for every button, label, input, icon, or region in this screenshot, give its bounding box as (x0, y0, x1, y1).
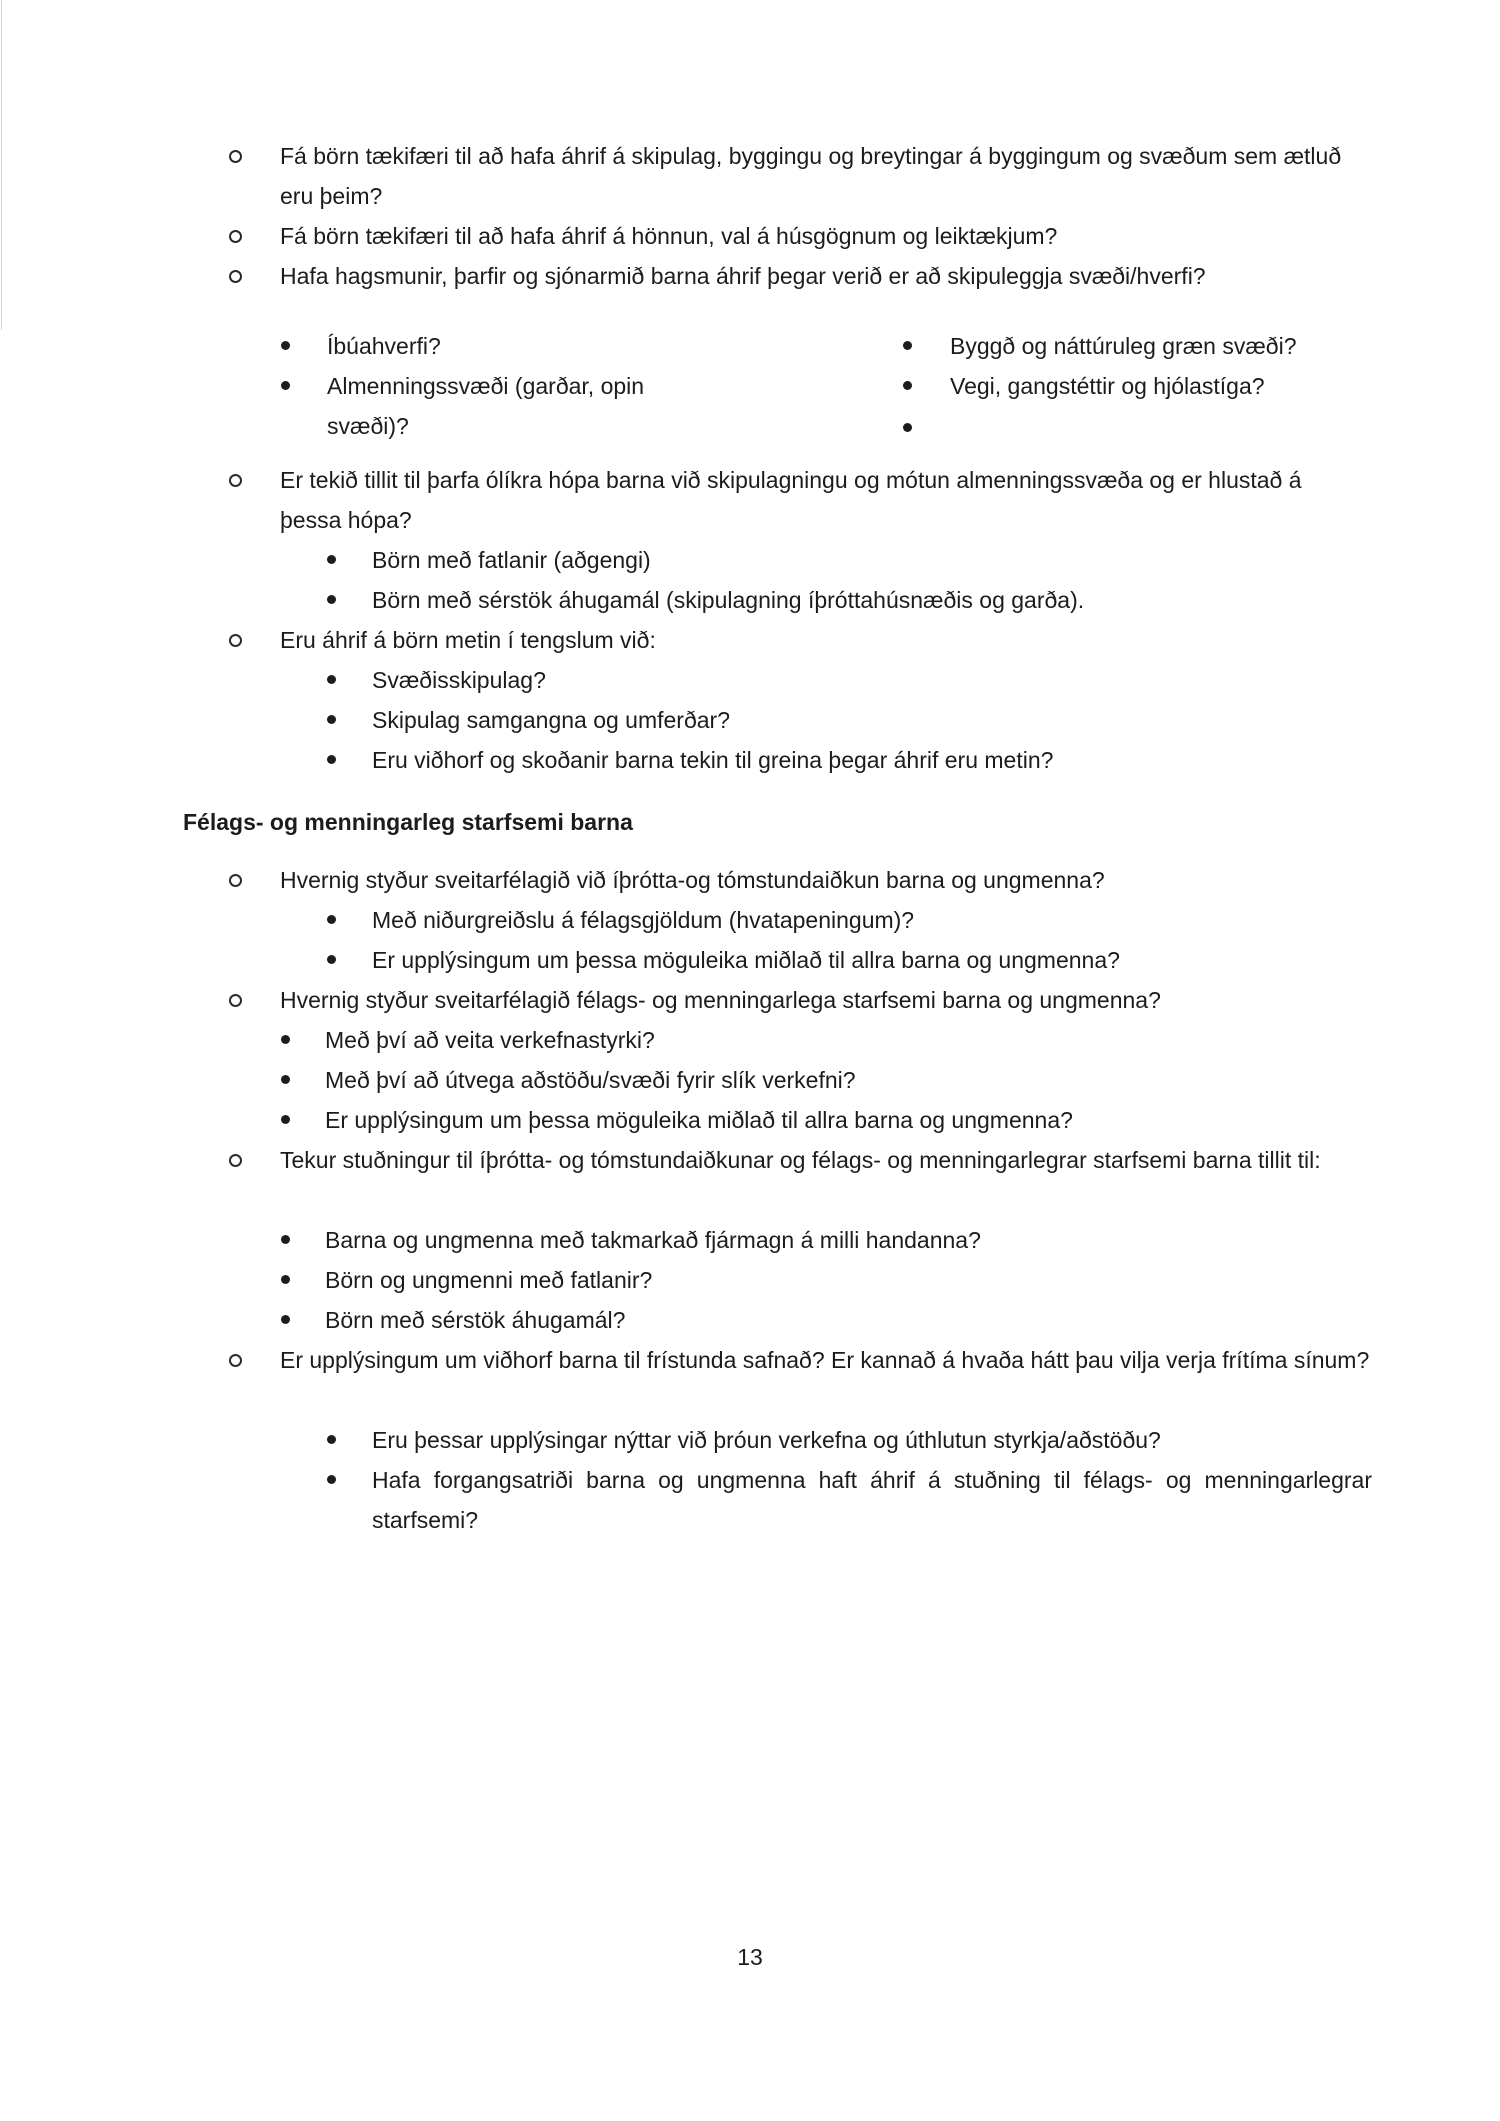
sub-item-text: Með niðurgreiðslu á félagsgjöldum (hvatapeningum)? (372, 907, 915, 933)
sub-item-text: Hafa forgangsatriði barna og ungmenna haft áhrif á stuðning til félags- og menningarlegrar starfsemi? (372, 1467, 1372, 1533)
sub-item-text: Börn með sérstök áhugamál? (325, 1307, 626, 1333)
sub-item-text: Börn með fatlanir (aðgengi) (372, 547, 651, 573)
sub-item (325, 1260, 1425, 1300)
bullet-icon (281, 1315, 290, 1324)
question-text: Fá börn tækifæri til að hafa áhrif á skipulag, byggingu og breytingar á byggingum og svæðum sem ætluð eru þeim? (280, 143, 1342, 209)
circle-bullet-icon (229, 230, 242, 243)
bullet-icon (327, 595, 336, 604)
section-heading: Félags- og menningarleg starfsemi barna (183, 809, 633, 835)
sub-item (372, 1460, 1372, 1540)
bullet-icon (327, 1435, 336, 1444)
sub-item (325, 1100, 1425, 1140)
question-item (280, 860, 1430, 900)
sub-item (325, 1060, 1425, 1100)
bullet-icon (903, 341, 912, 350)
sub-item-text: Er upplýsingum um þessa möguleika miðlað til allra barna og ungmenna? (372, 947, 1120, 973)
bullet-icon (327, 555, 336, 564)
sub-item-text: Íbúahverfi? (327, 333, 441, 359)
sub-item-text: Eru þessar upplýsingar nýttar við þróun verkefna og úthlutun styrkja/aðstöðu? (372, 1427, 1161, 1453)
sub-item-text: Svæðisskipulag? (372, 667, 546, 693)
bullet-icon (327, 755, 336, 764)
bullet-icon (327, 675, 336, 684)
bullet-icon (281, 381, 290, 390)
sub-item (372, 540, 1422, 580)
circle-bullet-icon (229, 634, 242, 647)
circle-bullet-icon (229, 1354, 242, 1367)
sub-item (325, 1220, 1425, 1260)
circle-bullet-icon (229, 1154, 242, 1167)
sub-item (327, 366, 697, 446)
sub-item (372, 580, 1422, 620)
bullet-icon (281, 1115, 290, 1124)
question-text: Eru áhrif á börn metin í tengslum við: (280, 627, 656, 653)
question-text: Hvernig styður sveitarfélagið við íþrótta-og tómstundaiðkun barna og ungmenna? (280, 867, 1105, 893)
sub-item-text: Barna og ungmenna með takmarkað fjármagn á milli handanna? (325, 1227, 981, 1253)
sub-item (372, 700, 1422, 740)
question-item (280, 1140, 1370, 1180)
question-text: Tekur stuðningur til íþrótta- og tómstundaiðkunar og félags- og menningarlegrar starfsemi barna tillit til: (280, 1147, 1321, 1173)
question-text: Hafa hagsmunir, þarfir og sjónarmið barna áhrif þegar verið er að skipuleggja svæði/hverfi? (280, 263, 1206, 289)
sub-item (372, 900, 1422, 940)
sub-item-text: Skipulag samgangna og umferðar? (372, 707, 731, 733)
circle-bullet-icon (229, 474, 242, 487)
sub-item-text: Börn og ungmenni með fatlanir? (325, 1267, 653, 1293)
bullet-icon (281, 341, 290, 350)
sub-item-text: Með því að veita verkefnastyrki? (325, 1027, 655, 1053)
sub-item (372, 1420, 1432, 1460)
sub-item (372, 940, 1432, 980)
bullet-icon (903, 423, 912, 432)
sub-item-text: Eru viðhorf og skoðanir barna tekin til greina þegar áhrif eru metin? (372, 747, 1054, 773)
question-item (280, 1340, 1370, 1380)
bullet-icon (327, 955, 336, 964)
question-item (280, 136, 1360, 216)
circle-bullet-icon (229, 150, 242, 163)
bullet-icon (903, 381, 912, 390)
sub-item (325, 1300, 1425, 1340)
question-text: Fá börn tækifæri til að hafa áhrif á hönnun, val á húsgögnum og leiktækjum? (280, 223, 1058, 249)
sub-item (950, 366, 1370, 406)
question-item (280, 980, 1430, 1020)
circle-bullet-icon (229, 994, 242, 1007)
bullet-icon (281, 1075, 290, 1084)
question-item (280, 256, 1430, 296)
bullet-icon (281, 1235, 290, 1244)
sub-item-text: Er upplýsingum um þessa möguleika miðlað til allra barna og ungmenna? (325, 1107, 1073, 1133)
sub-item (327, 326, 747, 366)
question-text: Er tekið tillit til þarfa ólíkra hópa barna við skipulagningu og mótun almenningssvæða og er hlustað á þessa hópa? (280, 467, 1302, 533)
question-text: Hvernig styður sveitarfélagið félags- og menningarlega starfsemi barna og ungmenna? (280, 987, 1161, 1013)
question-item (280, 620, 1360, 660)
sub-item (950, 326, 1370, 366)
question-item (280, 460, 1360, 540)
sub-item-text: Vegi, gangstéttir og hjólastíga? (950, 373, 1265, 399)
bullet-icon (281, 1035, 290, 1044)
question-text: Er upplýsingum um viðhorf barna til frístunda safnað? Er kannað á hvaða hátt þau vilja verja frítíma sínum? (280, 1347, 1370, 1373)
circle-bullet-icon (229, 270, 242, 283)
question-item (280, 216, 1430, 256)
circle-bullet-icon (229, 874, 242, 887)
sub-item-text: Börn með sérstök áhugamál (skipulagning íþróttahúsnæðis og garða). (372, 587, 1085, 613)
bullet-icon (281, 1275, 290, 1284)
sub-item-text: Með því að útvega aðstöðu/svæði fyrir slík verkefni? (325, 1067, 856, 1093)
scan-edge-line (1, 0, 2, 330)
sub-item-text: Almenningssvæði (garðar, opin svæði)? (327, 373, 645, 439)
bullet-icon (327, 915, 336, 924)
sub-item (325, 1020, 1425, 1060)
sub-item (372, 660, 1422, 700)
bullet-icon (327, 715, 336, 724)
sub-item (372, 740, 1432, 780)
page-number: 13 (737, 1944, 763, 1970)
sub-item-text: Byggð og náttúruleg græn svæði? (950, 333, 1297, 359)
bullet-icon (327, 1475, 336, 1484)
